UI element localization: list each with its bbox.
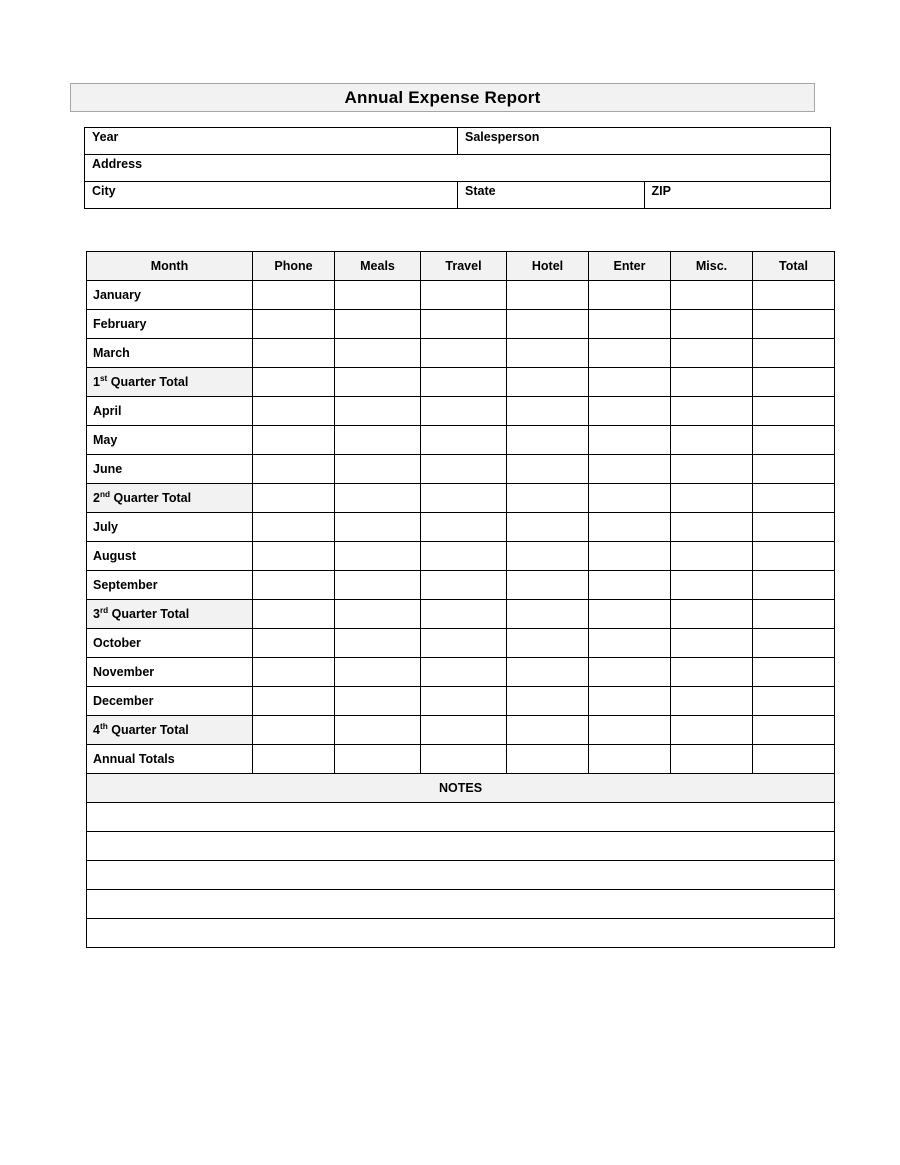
- row-label-cell: September: [87, 571, 253, 600]
- row-label-cell: October: [87, 629, 253, 658]
- expense-table-header-row: [87, 252, 835, 281]
- zip-field[interactable]: ZIP: [644, 182, 831, 209]
- expense-value-cell[interactable]: [421, 513, 507, 542]
- table-row: [87, 716, 835, 745]
- expense-value-cell[interactable]: [253, 310, 335, 339]
- notes-line-row: [87, 861, 835, 890]
- expense-value-cell[interactable]: [253, 745, 335, 774]
- table-row: [87, 368, 835, 397]
- expense-value-cell[interactable]: [421, 687, 507, 716]
- expense-value-cell[interactable]: [589, 571, 671, 600]
- expense-value-cell[interactable]: [671, 484, 753, 513]
- row-label-cell: [87, 368, 253, 397]
- table-row: [87, 542, 835, 571]
- report-info-table: [84, 127, 831, 209]
- expense-value-cell[interactable]: [335, 745, 421, 774]
- expense-value-cell[interactable]: [421, 426, 507, 455]
- expense-value-cell[interactable]: [507, 513, 589, 542]
- notes-header: NOTES: [87, 774, 835, 803]
- row-label-cell: June: [87, 455, 253, 484]
- expense-value-cell[interactable]: [589, 687, 671, 716]
- report-title-bar: [70, 83, 815, 112]
- row-label-cell: November: [87, 658, 253, 687]
- column-header-meals: Meals: [335, 252, 421, 281]
- expense-value-cell[interactable]: [335, 629, 421, 658]
- expense-value-cell[interactable]: [753, 571, 835, 600]
- expense-value-cell[interactable]: [753, 629, 835, 658]
- expense-value-cell[interactable]: [507, 368, 589, 397]
- expense-value-cell[interactable]: [507, 745, 589, 774]
- expense-value-cell[interactable]: [671, 542, 753, 571]
- expense-value-cell[interactable]: [253, 687, 335, 716]
- expense-value-cell[interactable]: [335, 571, 421, 600]
- row-label-cell: Annual Totals: [87, 745, 253, 774]
- info-row-address: [85, 155, 831, 182]
- expense-value-cell[interactable]: [671, 368, 753, 397]
- expense-value-cell[interactable]: [335, 716, 421, 745]
- expense-value-cell[interactable]: [671, 571, 753, 600]
- city-field[interactable]: City: [85, 182, 458, 209]
- row-label-text: Quarter Total: [108, 607, 190, 621]
- expense-value-cell[interactable]: [253, 281, 335, 310]
- expense-value-cell[interactable]: [671, 281, 753, 310]
- address-field[interactable]: Address: [85, 155, 831, 182]
- row-label-text: Quarter Total: [107, 375, 189, 389]
- state-field[interactable]: State: [458, 182, 645, 209]
- expense-value-cell[interactable]: [253, 571, 335, 600]
- quarter-ordinal-suffix: rd: [99, 605, 109, 615]
- expense-value-cell[interactable]: [507, 484, 589, 513]
- table-row: [87, 658, 835, 687]
- table-row: [87, 397, 835, 426]
- expense-table: [86, 251, 835, 948]
- expense-value-cell[interactable]: [421, 339, 507, 368]
- expense-value-cell[interactable]: [507, 281, 589, 310]
- expense-value-cell[interactable]: [421, 368, 507, 397]
- notes-line[interactable]: [87, 861, 835, 890]
- expense-value-cell[interactable]: [671, 426, 753, 455]
- row-label-text: Quarter Total: [110, 491, 192, 505]
- table-row: [87, 600, 835, 629]
- page-title: Annual Expense Report: [344, 87, 541, 107]
- expense-value-cell[interactable]: [671, 716, 753, 745]
- expense-value-cell[interactable]: [335, 600, 421, 629]
- notes-line-row: [87, 803, 835, 832]
- expense-value-cell[interactable]: [507, 716, 589, 745]
- expense-value-cell[interactable]: [253, 455, 335, 484]
- row-label-cell: [87, 716, 253, 745]
- expense-value-cell[interactable]: [335, 687, 421, 716]
- expense-value-cell[interactable]: [753, 745, 835, 774]
- column-header-total: Total: [753, 252, 835, 281]
- expense-value-cell[interactable]: [253, 716, 335, 745]
- expense-value-cell[interactable]: [753, 368, 835, 397]
- expense-value-cell[interactable]: [335, 339, 421, 368]
- expense-value-cell[interactable]: [589, 600, 671, 629]
- notes-line[interactable]: [87, 832, 835, 861]
- expense-value-cell[interactable]: [421, 716, 507, 745]
- expense-value-cell[interactable]: [335, 310, 421, 339]
- expense-value-cell[interactable]: [507, 687, 589, 716]
- expense-value-cell[interactable]: [507, 542, 589, 571]
- expense-value-cell[interactable]: [753, 542, 835, 571]
- expense-value-cell[interactable]: [507, 397, 589, 426]
- table-row: [87, 339, 835, 368]
- column-header-month: Month: [87, 252, 253, 281]
- expense-value-cell[interactable]: [753, 426, 835, 455]
- expense-value-cell[interactable]: [753, 281, 835, 310]
- expense-value-cell[interactable]: [253, 368, 335, 397]
- expense-value-cell[interactable]: [253, 629, 335, 658]
- column-header-travel: Travel: [421, 252, 507, 281]
- expense-value-cell[interactable]: [753, 455, 835, 484]
- expense-value-cell[interactable]: [335, 455, 421, 484]
- quarter-ordinal-number: 2: [93, 491, 100, 505]
- row-label-cell: August: [87, 542, 253, 571]
- expense-value-cell[interactable]: [507, 658, 589, 687]
- expense-value-cell[interactable]: [753, 339, 835, 368]
- row-label-cell: July: [87, 513, 253, 542]
- notes-header-row: [87, 774, 835, 803]
- expense-value-cell[interactable]: [253, 339, 335, 368]
- table-row: [87, 513, 835, 542]
- expense-value-cell[interactable]: [671, 629, 753, 658]
- expense-value-cell[interactable]: [589, 455, 671, 484]
- expense-value-cell[interactable]: [671, 687, 753, 716]
- expense-value-cell[interactable]: [589, 745, 671, 774]
- expense-value-cell[interactable]: [671, 397, 753, 426]
- column-header-misc: Misc.: [671, 252, 753, 281]
- expense-value-cell[interactable]: [671, 455, 753, 484]
- table-row: [87, 455, 835, 484]
- expense-value-cell[interactable]: [507, 426, 589, 455]
- expense-value-cell[interactable]: [421, 310, 507, 339]
- expense-value-cell[interactable]: [753, 484, 835, 513]
- expense-value-cell[interactable]: [589, 368, 671, 397]
- column-header-hotel: Hotel: [507, 252, 589, 281]
- expense-value-cell[interactable]: [671, 339, 753, 368]
- expense-value-cell[interactable]: [589, 542, 671, 571]
- info-row-year: [85, 128, 831, 155]
- expense-value-cell[interactable]: [253, 397, 335, 426]
- row-label-cell: [87, 484, 253, 513]
- expense-value-cell[interactable]: [671, 600, 753, 629]
- notes-line-row: [87, 832, 835, 861]
- expense-value-cell[interactable]: [753, 310, 835, 339]
- quarter-ordinal-suffix: nd: [99, 489, 111, 499]
- table-row: [87, 426, 835, 455]
- row-label-cell: December: [87, 687, 253, 716]
- expense-value-cell[interactable]: [507, 600, 589, 629]
- expense-value-cell[interactable]: [253, 600, 335, 629]
- quarter-ordinal-suffix: st: [99, 373, 108, 383]
- expense-value-cell[interactable]: [671, 310, 753, 339]
- table-row: [87, 484, 835, 513]
- expense-value-cell[interactable]: [589, 658, 671, 687]
- expense-value-cell[interactable]: [335, 368, 421, 397]
- expense-value-cell[interactable]: [671, 745, 753, 774]
- expense-value-cell[interactable]: [253, 426, 335, 455]
- notes-line[interactable]: [87, 803, 835, 832]
- table-row: [87, 745, 835, 774]
- expense-value-cell[interactable]: [507, 310, 589, 339]
- info-row-city: [85, 182, 831, 209]
- expense-value-cell[interactable]: [589, 281, 671, 310]
- expense-value-cell[interactable]: [421, 484, 507, 513]
- quarter-ordinal-suffix: th: [99, 721, 108, 731]
- expense-value-cell[interactable]: [335, 397, 421, 426]
- expense-value-cell[interactable]: [421, 397, 507, 426]
- expense-value-cell[interactable]: [335, 658, 421, 687]
- table-row: [87, 687, 835, 716]
- column-header-phone: Phone: [253, 252, 335, 281]
- expense-value-cell[interactable]: [589, 716, 671, 745]
- row-label-cell: May: [87, 426, 253, 455]
- expense-value-cell[interactable]: [253, 658, 335, 687]
- expense-value-cell[interactable]: [335, 281, 421, 310]
- expense-value-cell[interactable]: [671, 658, 753, 687]
- row-label-cell: January: [87, 281, 253, 310]
- expense-value-cell[interactable]: [335, 513, 421, 542]
- expense-value-cell[interactable]: [589, 397, 671, 426]
- expense-value-cell[interactable]: [507, 339, 589, 368]
- expense-value-cell[interactable]: [253, 484, 335, 513]
- expense-value-cell[interactable]: [507, 571, 589, 600]
- expense-value-cell[interactable]: [421, 281, 507, 310]
- expense-value-cell[interactable]: [671, 513, 753, 542]
- expense-value-cell[interactable]: [589, 629, 671, 658]
- table-row: [87, 310, 835, 339]
- expense-value-cell[interactable]: [335, 484, 421, 513]
- row-label-cell: February: [87, 310, 253, 339]
- expense-table-body: [87, 281, 835, 948]
- row-label-cell: April: [87, 397, 253, 426]
- expense-value-cell[interactable]: [421, 542, 507, 571]
- expense-value-cell[interactable]: [753, 397, 835, 426]
- column-header-enter: Enter: [589, 252, 671, 281]
- row-label-cell: March: [87, 339, 253, 368]
- table-row: [87, 571, 835, 600]
- expense-value-cell[interactable]: [253, 542, 335, 571]
- expense-value-cell[interactable]: [589, 426, 671, 455]
- table-row: [87, 281, 835, 310]
- expense-value-cell[interactable]: [753, 658, 835, 687]
- expense-value-cell[interactable]: [421, 600, 507, 629]
- expense-value-cell[interactable]: [589, 484, 671, 513]
- row-label-cell: [87, 600, 253, 629]
- year-field[interactable]: Year: [85, 128, 458, 155]
- expense-value-cell[interactable]: [589, 513, 671, 542]
- expense-value-cell[interactable]: [421, 571, 507, 600]
- expense-value-cell[interactable]: [753, 513, 835, 542]
- expense-value-cell[interactable]: [335, 426, 421, 455]
- expense-value-cell[interactable]: [589, 310, 671, 339]
- expense-value-cell[interactable]: [507, 629, 589, 658]
- expense-value-cell[interactable]: [421, 455, 507, 484]
- expense-value-cell[interactable]: [253, 513, 335, 542]
- expense-value-cell[interactable]: [753, 687, 835, 716]
- expense-value-cell[interactable]: [335, 542, 421, 571]
- table-row: [87, 629, 835, 658]
- expense-value-cell[interactable]: [421, 745, 507, 774]
- expense-value-cell[interactable]: [589, 339, 671, 368]
- expense-value-cell[interactable]: [507, 455, 589, 484]
- expense-value-cell[interactable]: [753, 600, 835, 629]
- expense-value-cell[interactable]: [421, 629, 507, 658]
- salesperson-field[interactable]: Salesperson: [458, 128, 831, 155]
- row-label-text: Quarter Total: [107, 723, 189, 737]
- expense-value-cell[interactable]: [421, 658, 507, 687]
- expense-value-cell[interactable]: [753, 716, 835, 745]
- notes-line[interactable]: [87, 919, 835, 948]
- quarter-ordinal-number: 4: [93, 723, 100, 737]
- quarter-ordinal-number: 1: [93, 375, 100, 389]
- notes-line-row: [87, 919, 835, 948]
- notes-line[interactable]: [87, 890, 835, 919]
- notes-line-row: [87, 890, 835, 919]
- quarter-ordinal-number: 3: [93, 607, 100, 621]
